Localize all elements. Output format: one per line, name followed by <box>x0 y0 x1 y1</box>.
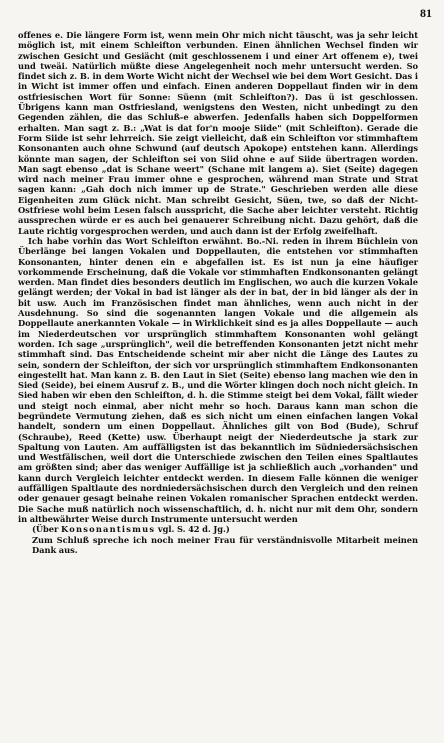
note-line <box>18 524 418 534</box>
body-text <box>18 30 418 555</box>
page-number: 81 <box>420 6 432 20</box>
paragraph-1: offenes e. Die längere Form ist, wenn mein Ohr mich nicht täuscht, was ja sehr leicht möglich ist, mit einem Schleifton verbunden. Einen ähnlichen Wechsel finden wir zwischen Gesicht und Gesiächt (mit geschlossenem i und einer Art offenem e), twei und tweäi. Natürlich müßte diese Angelegenheit noch mehr untersucht werden. So findet sich z. B. in dem Worte Wicht nicht der Wechsel wie bei dem Wort Gesicht. Das i in Wicht ist immer offen und einfach. Einen anderen Doppellaut finden wir in dem ostfriesischen Wort für Sonne: Süenn (mit Schleifton?). Das ü ist geschlossen. Übrigens kann man Ostfriesland, wenigstens den Westen, nicht unbedingt zu den Gegenden zählen, die das Schluß-e abwerfen. Jedenfalls haben sich Doppelformen erhalten. Man sagt z. B.: „Wat is dat for'n mooje Siide" (mit Schleifton). Gerade die Form Siide ist sehr lehrreich. Sie zeigt vielleicht, daß ein Schleifton vor stimmhaftem Konsonanten auch ohne Schwund (auf deutsch Apokope) entstehen kann. Allerdings könnte man sagen, der Schleifton sei von Siid ohne e auf Siide übertragen worden. Man sagt ebenso „dat is Schane weert" (Schane mit langem a). Siet (Seite) dagegen wird nach meiner Frau immer ohne e gesprochen, während man Strate und Strat sagen kann: „Gah doch nich immer up de Strate." Geschrieben werden alle diese Eigenheiten zum Glück nicht. Man schreibt Gesicht, Süen, twe, so daß der Nicht-Ostfriese wohl beim Lesen falsch ausspricht, die Sache aber leichter versteht. Richtig aussprechen würde er es auch bei genauerer Schreibung nicht. Dazu gehört, daß die Laute richtig vorgesprochen werden, und auch dann ist der Erfolg zweifelhaft. <box>18 30 418 236</box>
note-suffix: vgl. S. 42 d. Jg.) <box>155 524 230 535</box>
closing-paragraph: Zum Schluß spreche ich noch meiner Frau für verständnisvolle Mitarbeit meinen Dank aus. <box>32 534 418 555</box>
note-prefix: (Über <box>32 524 62 535</box>
paragraph-2: Ich habe vorhin das Wort Schleifton erwähnt. Bo.-Ni. reden in ihrem Büchlein von Überlänge bei langen Vokalen und Doppellauten, die entstehen vor stimmhaften Konsonanten, hinter denen ein e abgefallen ist. Es ist nun ja eine häufiger vorkommende Erscheinung, daß die Vokale vor stimmhaften Endkonsonanten gelängt werden. Man findet dies besonders deutlich im Englischen, wo auch die kurzen Vokale gelängt werden; der Vokal in bad ist länger als der in bat, der in bid länger als der in bit usw. Auch im Französischen findet man ähnliches, wenn auch nicht in der Ausdehnung. So sind die sogenannten langen Vokale und die allgemein als Doppellaute anerkannten Vokale — in Wirklichkeit sind es ja alles Doppellaute — auch im Niederdeutschen vor ursprünglich stimmhaftem Konsonanten wohl gelängt worden. Ich sage „ursprünglich", weil die betreffenden Konsonanten jetzt nicht mehr stimmhaft sind. Das Entscheidende scheint mir aber nicht die Länge des Lautes zu sein, sondern der Schleifton, der sich vor ursprünglich stimmhaftem Endkonsonanten eingestellt hat. Man kann z. B. den Laut in Siet (Seite) ebenso lang machen wie den in Sied (Seide), bei einem Ausruf z. B., und die Wörter klingen doch noch nicht gleich. In Sied haben wir eben den Schleifton, d. h. die Stimme steigt bei dem Vokal, fällt wieder und steigt noch einmal, aber nicht mehr so hoch. Daraus kann man schon die begründete Vermutung ziehen, daß es sich nicht um einen einfachen langen Vokal handelt, sondern um einen Doppellaut. Ähnliches gilt von Bod (Bude), Schruf (Schraube), Reed (Kette) usw. Überhaupt neigt der Niederdeutsche ja stark zur Spaltung von Lauten. Am auffälligsten ist das bekanntlich im Südniedersächsischen und Westfälischen, weil dort die Unterschiede zwischen den Teilen eines Spaltlautes am größten sind; aber das weniger Auffällige ist ja schließlich auch „vorhanden" und kann durch Vergleich leichter entdeckt werden. In diesem Falle können die weniger auffälligen Spaltlaute des nordniedersächsischen durch den Vergleich und den reinen oder genauer gesagt beinahe reinen Vokalen romanischer Sprachen entdeckt werden. Die Sache muß natürlich noch wissenschaftlich, d. h. nicht nur mit dem Ohr, sondern in altbewährter Weise durch Instrumente untersucht werden <box>18 235 418 524</box>
note-keyword: Konsonantismus <box>61 524 156 535</box>
